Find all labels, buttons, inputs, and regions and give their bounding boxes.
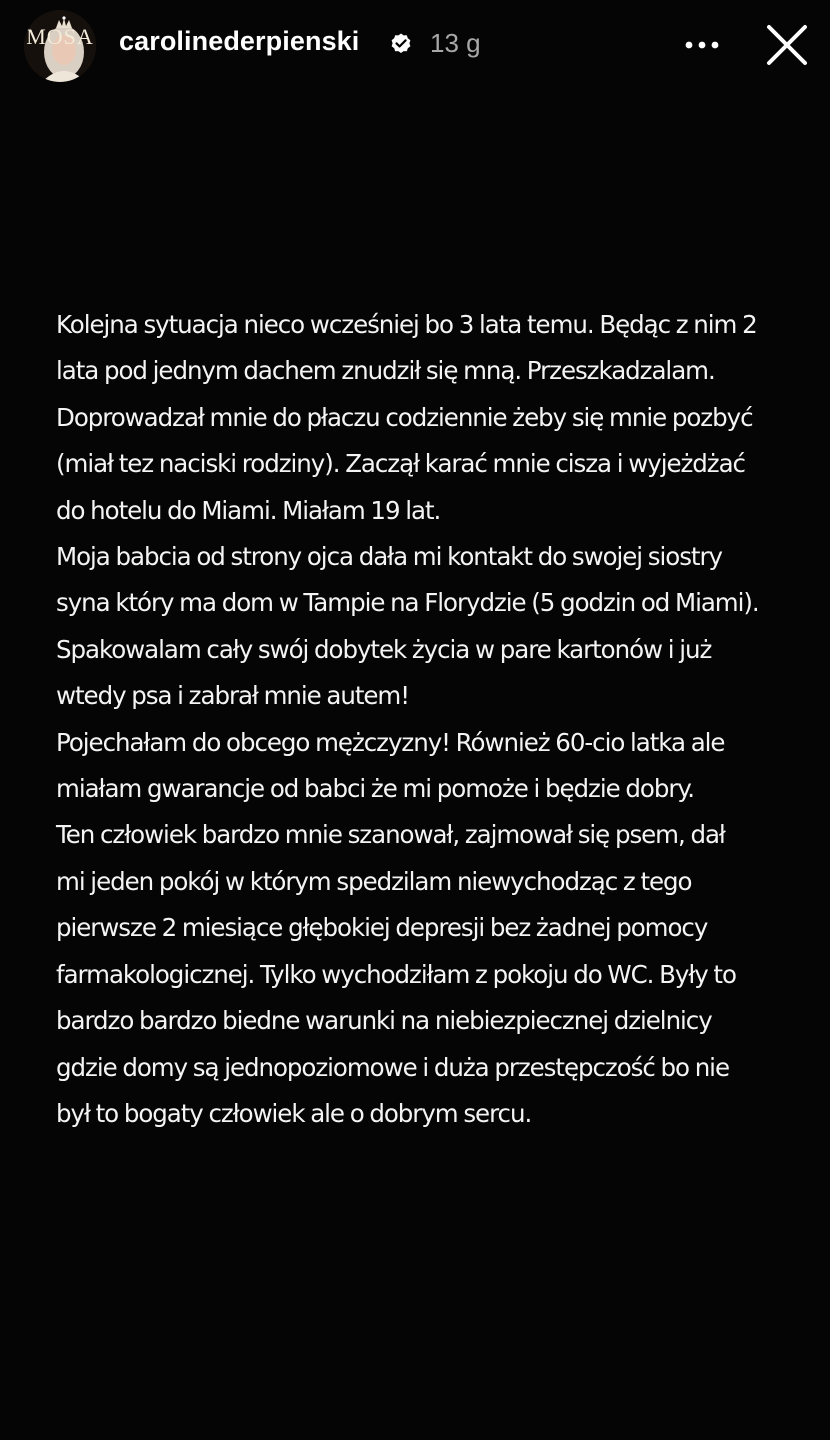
- avatar[interactable]: [24, 10, 96, 82]
- avatar-photo: [24, 10, 96, 82]
- more-options-icon[interactable]: [682, 28, 722, 62]
- username[interactable]: carolinederpienski: [119, 26, 360, 56]
- verified-badge-icon: [389, 32, 413, 56]
- story-text: Kolejna sytuacja nieco wcześniej bo 3 lata temu. Będąc z nim 2 lata pod jednym dachem znudził się mną. Przeszkadzalam. Doprowadzał mnie do płaczu codziennie żeby się mnie pozbyć (miał tez naciski rodziny). Zaczął karać mnie cisza i wyjeżdżać do hotelu do Miami. Miałam 19 lat. Moja babcia od strony ojca dała mi kontakt do swojej siostry syna który ma dom w Tampie na Florydzie (5 godzin od Miami). Spakowalam cały swój dobytek życia w pare kartonów i już wtedy psa i zabrał mnie autem! Pojechałam do obcego mężczyzny! Również 60-cio latka ale miałam gwarancje od babci że mi pomoże i będzie dobry. Ten człowiek bardzo mnie szanował, zajmował się psem, dał mi jeden pokój w którym spedzilam niewychodząc z tego pierwsze 2 miesiące głębokiej depresji bez żadnej pomocy farmakologicznej. Tylko wychodziłam z pokoju do WC. Były to bardzo bardzo biedne warunki na niebiezpiecznej dzielnicy gdzie domy są jednopoziomowe i duża przestępczość bo nie był to bogaty człowiek ale o dobrym sercu.: [56, 310, 759, 1128]
- story-header: [0, 0, 830, 92]
- post-time: 13 g: [430, 28, 481, 58]
- close-icon[interactable]: [764, 22, 810, 68]
- avatar-logo-text: MOSA: [26, 24, 94, 49]
